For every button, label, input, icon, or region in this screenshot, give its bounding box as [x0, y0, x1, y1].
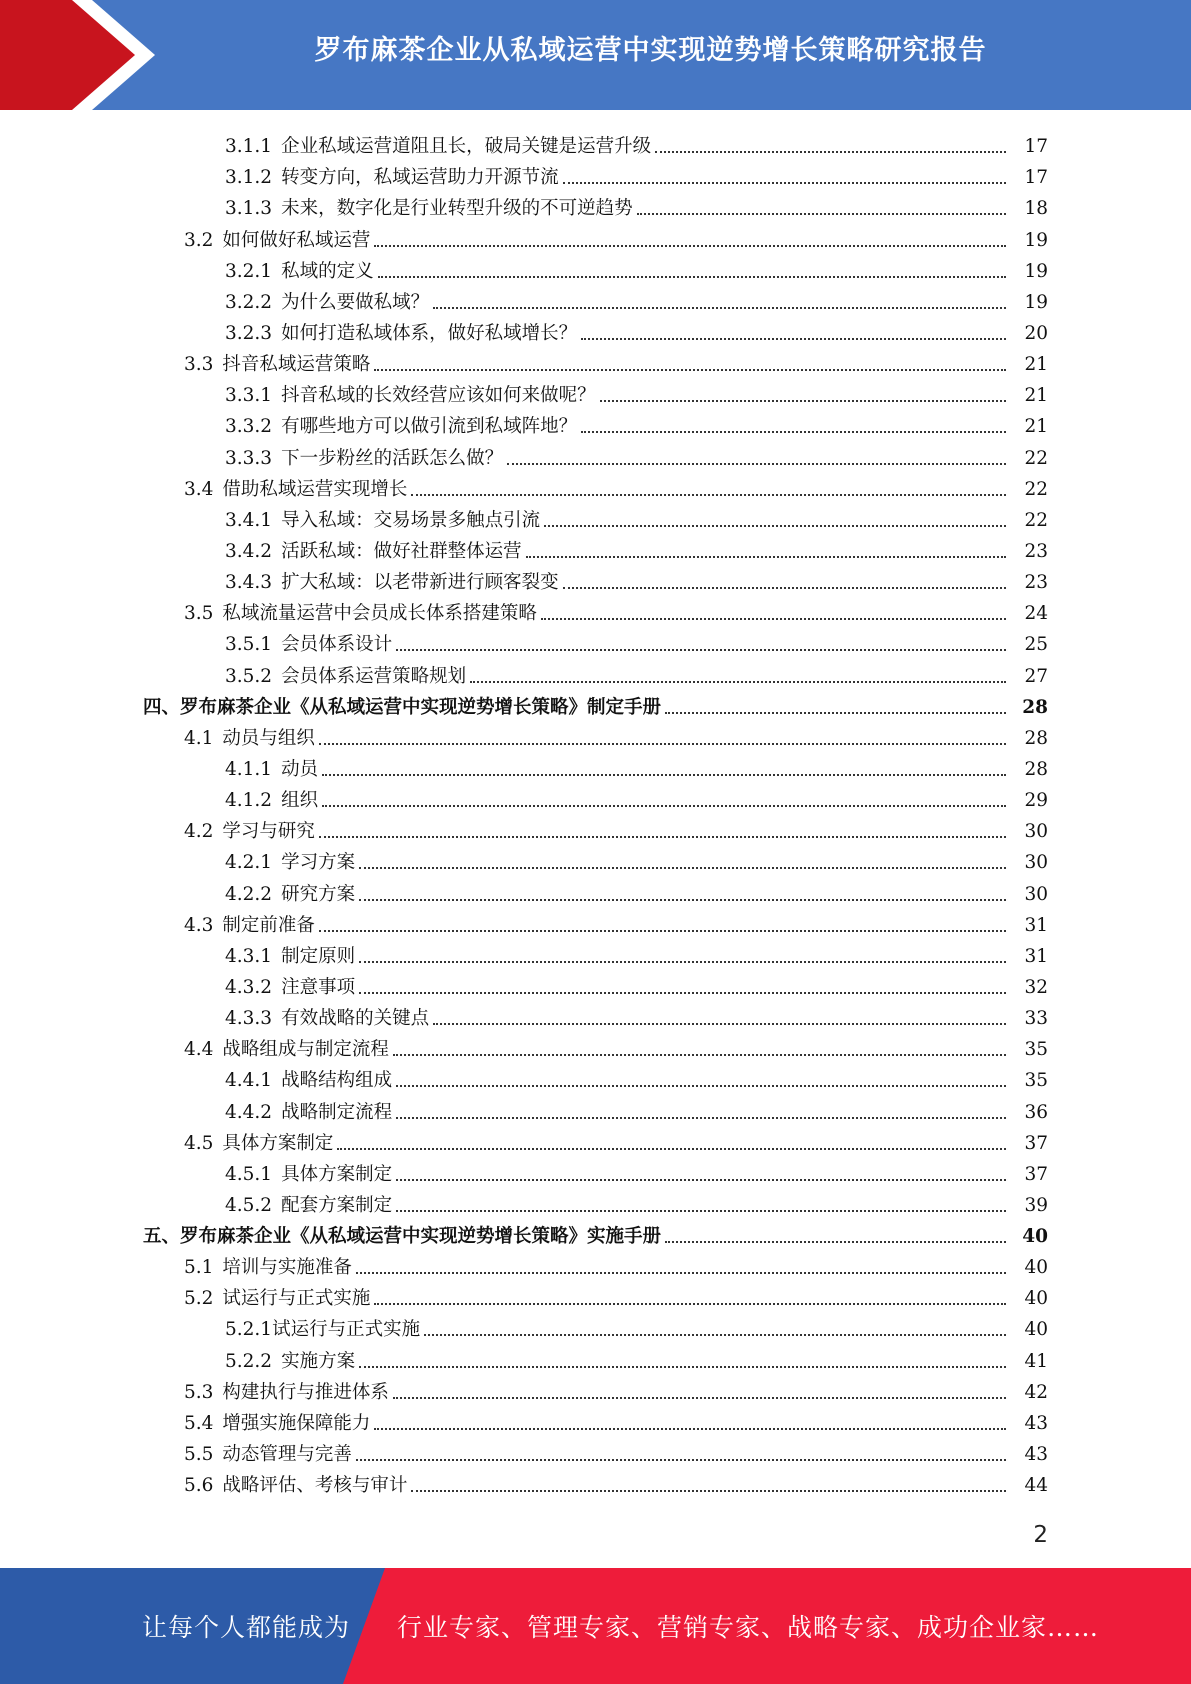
- toc-entry-page: 35: [1024, 1070, 1048, 1092]
- toc-entry[interactable]: [0, 252, 1191, 283]
- toc-entry-page: 37: [1024, 1132, 1048, 1154]
- toc-entry[interactable]: [0, 345, 1191, 376]
- toc-dot-leader: [433, 1023, 1006, 1025]
- toc-entry-title: 构建执行与推进体系: [222, 1381, 389, 1403]
- toc-entry[interactable]: [0, 999, 1191, 1030]
- toc-entry-title: 战略组成与制定流程: [222, 1039, 389, 1061]
- toc-dot-leader: [665, 712, 1006, 714]
- toc-entry-title: 实施方案: [281, 1350, 356, 1372]
- toc-dot-leader: [581, 338, 1006, 340]
- toc-entry-title: 学习方案: [281, 852, 356, 874]
- toc-dot-leader: [374, 245, 1006, 247]
- toc-entry-page: 31: [1024, 914, 1048, 936]
- toc-dot-leader: [359, 899, 1006, 901]
- toc-entry-number: 5.2: [184, 1288, 214, 1310]
- toc-entry[interactable]: [0, 1217, 1191, 1248]
- toc-entry[interactable]: [0, 376, 1191, 407]
- toc-entry-page: 41: [1024, 1350, 1048, 1372]
- toc-entry-number: 3.4.1: [225, 509, 273, 531]
- toc-entry[interactable]: [0, 1404, 1191, 1435]
- toc-entry-page: 30: [1024, 821, 1048, 843]
- toc-entry-number: 3.5.1: [225, 634, 273, 656]
- toc-entry-title: 培训与实施准备: [222, 1257, 352, 1279]
- toc-entry-line: [0, 479, 1191, 501]
- toc-entry[interactable]: [0, 314, 1191, 345]
- toc-entry-number: 3.4.2: [225, 540, 273, 562]
- toc-dot-leader: [581, 431, 1006, 433]
- toc-entry-line: [0, 759, 1191, 781]
- toc-entry-title: 罗布麻茶企业《从私域运营中实现逆势增长策略》实施手册: [180, 1226, 662, 1248]
- toc-dot-leader: [396, 1210, 1006, 1212]
- toc-dot-leader: [470, 681, 1006, 683]
- toc-entry[interactable]: [0, 968, 1191, 999]
- toc-entry-line: [0, 697, 1191, 719]
- toc-entry-number: 3.2.1: [225, 260, 273, 282]
- toc-entry-title: 会员体系设计: [281, 634, 393, 656]
- toc-entry[interactable]: [0, 1310, 1191, 1341]
- toc-entry-title: 战略制定流程: [281, 1101, 393, 1123]
- toc-entry-page: 22: [1024, 509, 1048, 531]
- toc-entry-line: [0, 1475, 1191, 1497]
- toc-entry-page: 23: [1024, 572, 1048, 594]
- toc-entry-page: 19: [1024, 291, 1048, 313]
- toc-entry-title: 制定前准备: [222, 914, 315, 936]
- toc-entry-title: 抖音私域运营策略: [222, 354, 371, 376]
- toc-entry[interactable]: [0, 781, 1191, 812]
- toc-entry-title: 下一步粉丝的活跃怎么做？: [281, 447, 504, 469]
- toc-entry-number: 5.2.2: [225, 1350, 273, 1372]
- toc-dot-leader: [424, 1334, 1006, 1336]
- toc-entry[interactable]: [0, 1279, 1191, 1310]
- toc-dot-leader: [378, 276, 1006, 278]
- toc-entry-number: 四、: [143, 696, 181, 718]
- toc-entry-number: 4.3.1: [225, 945, 273, 967]
- toc-entry-line: [0, 852, 1191, 874]
- toc-entry-page: 24: [1024, 603, 1048, 625]
- toc-dot-leader: [507, 463, 1006, 465]
- toc-entry[interactable]: [0, 220, 1191, 251]
- toc-dot-leader: [319, 930, 1006, 932]
- toc-entry-page: 17: [1024, 136, 1048, 158]
- toc-entry[interactable]: [0, 127, 1191, 158]
- toc-dot-leader: [433, 307, 1006, 309]
- toc-entry-number: 3.4: [184, 478, 214, 500]
- toc-entry-line: [0, 915, 1191, 937]
- footer-slogan-left: 让每个人都能成为: [142, 1613, 351, 1642]
- toc-entry-title: 私域的定义: [281, 260, 374, 282]
- toc-entry-line: [0, 1133, 1191, 1155]
- footer-slogan-right: 行业专家、管理专家、营销专家、战略专家、成功企业家……: [397, 1613, 1100, 1642]
- toc-entry-line: [0, 510, 1191, 532]
- toc-entry-line: [0, 136, 1191, 158]
- toc-entry-line: [0, 666, 1191, 688]
- toc-entry-line: [0, 572, 1191, 594]
- toc-entry[interactable]: [0, 438, 1191, 469]
- toc-dot-leader: [411, 1490, 1006, 1492]
- toc-entry-page: 21: [1024, 385, 1048, 407]
- toc-entry-number: 3.2.2: [225, 291, 273, 313]
- toc-entry-number: 五、: [143, 1226, 181, 1248]
- toc-entry[interactable]: [0, 656, 1191, 687]
- toc-entry-line: [0, 261, 1191, 283]
- toc-dot-leader: [374, 369, 1006, 371]
- toc-entry[interactable]: [0, 563, 1191, 594]
- toc-entry-line: [0, 634, 1191, 656]
- toc-entry-page: 30: [1024, 883, 1048, 905]
- toc-dot-leader: [544, 525, 1006, 527]
- toc-dot-leader: [655, 151, 1006, 153]
- toc-entry-page: 40: [1024, 1288, 1048, 1310]
- toc-entry-line: [0, 1351, 1191, 1373]
- toc-entry-number: 4.3.3: [225, 1008, 273, 1030]
- toc-entry-number: 5.1: [184, 1257, 214, 1279]
- toc-entry-number: 4.1: [184, 727, 214, 749]
- toc-dot-leader: [319, 743, 1006, 745]
- toc-entry[interactable]: [0, 189, 1191, 220]
- toc-entry-title: 具体方案制定: [222, 1132, 334, 1154]
- toc-dot-leader: [374, 1428, 1006, 1430]
- toc-entry-title: 有效战略的关键点: [281, 1008, 430, 1030]
- toc-entry-page: 43: [1024, 1412, 1048, 1434]
- toc-entry[interactable]: [0, 1061, 1191, 1092]
- toc-entry-page: 40: [1022, 1226, 1048, 1248]
- toc-entry-number: 3.5: [184, 603, 214, 625]
- toc-entry-number: 4.5.2: [225, 1194, 273, 1216]
- toc-entry-line: [0, 884, 1191, 906]
- toc-entry-title: 导入私域：交易场景多触点引流: [281, 509, 541, 531]
- toc-entry-title: 战略结构组成: [281, 1070, 393, 1092]
- page-footer: [0, 1568, 1191, 1684]
- toc-entry-line: [0, 1444, 1191, 1466]
- toc-entry[interactable]: [0, 874, 1191, 905]
- toc-entry[interactable]: [0, 1248, 1191, 1279]
- toc-entry-title: 未来，数字化是行业转型升级的不可逆趋势: [281, 198, 633, 220]
- toc-entry-page: 17: [1024, 167, 1048, 189]
- toc-entry[interactable]: [0, 470, 1191, 501]
- toc-dot-leader: [637, 213, 1006, 215]
- toc-entry-line: [0, 1319, 1191, 1341]
- toc-dot-leader: [359, 1366, 1006, 1368]
- toc-entry-line: [0, 1102, 1191, 1124]
- toc-entry-number: 4.2.1: [225, 852, 273, 874]
- toc-entry-number: 4.4: [184, 1039, 214, 1061]
- toc-dot-leader: [393, 1397, 1006, 1399]
- toc-entry[interactable]: [0, 532, 1191, 563]
- toc-entry[interactable]: [0, 906, 1191, 937]
- toc-entry-title: 动员: [281, 758, 319, 780]
- toc-entry-title: 试运行与正式实施: [272, 1319, 421, 1341]
- toc-entry-title: 研究方案: [281, 883, 356, 905]
- toc-dot-leader: [322, 774, 1006, 776]
- toc-entry-title: 有哪些地方可以做引流到私域阵地？: [281, 416, 578, 438]
- toc-dot-leader: [541, 618, 1006, 620]
- toc-entry-title: 企业私域运营道阻且长，破局关键是运营升级: [281, 136, 652, 158]
- toc-entry-line: [0, 1164, 1191, 1186]
- toc-entry-line: [0, 1195, 1191, 1217]
- toc-entry-number: 4.4.2: [225, 1101, 273, 1123]
- toc-entry-title: 私域流量运营中会员成长体系搭建策略: [222, 603, 537, 625]
- toc-entry[interactable]: [0, 594, 1191, 625]
- toc-entry-number: 4.3: [184, 914, 214, 936]
- toc-entry-title: 组织: [281, 790, 319, 812]
- toc-entry-page: 18: [1024, 198, 1048, 220]
- toc-entry-page: 39: [1024, 1194, 1048, 1216]
- toc-entry[interactable]: [0, 688, 1191, 719]
- toc-entry[interactable]: [0, 1373, 1191, 1404]
- toc-entry-page: 35: [1024, 1039, 1048, 1061]
- toc-entry-line: [0, 292, 1191, 314]
- toc-dot-leader: [396, 1085, 1006, 1087]
- toc-entry-line: [0, 230, 1191, 252]
- toc-dot-leader: [359, 961, 1006, 963]
- toc-entry[interactable]: [0, 283, 1191, 314]
- toc-dot-leader: [337, 1148, 1006, 1150]
- toc-dot-leader: [600, 400, 1006, 402]
- toc-dot-leader: [396, 1117, 1006, 1119]
- toc-entry[interactable]: [0, 937, 1191, 968]
- toc-entry[interactable]: [0, 1092, 1191, 1123]
- toc-dot-leader: [665, 1241, 1006, 1243]
- toc-entry[interactable]: [0, 719, 1191, 750]
- toc-entry-line: [0, 1288, 1191, 1310]
- toc-entry-number: 5.6: [184, 1475, 214, 1497]
- toc-entry-page: 37: [1024, 1163, 1048, 1185]
- toc-entry-page: 30: [1024, 852, 1048, 874]
- toc-entry-page: 28: [1024, 758, 1048, 780]
- toc-entry-title: 增强实施保障能力: [222, 1412, 371, 1434]
- toc-entry-page: 44: [1024, 1475, 1048, 1497]
- toc-entry[interactable]: [0, 625, 1191, 656]
- toc-entry[interactable]: [0, 1466, 1191, 1497]
- toc-entry[interactable]: [0, 1030, 1191, 1061]
- toc-entry-number: 4.1.2: [225, 790, 273, 812]
- toc-entry-line: [0, 1257, 1191, 1279]
- toc-entry-title: 制定原则: [281, 945, 356, 967]
- toc-entry-title: 活跃私域：做好社群整体运营: [281, 540, 522, 562]
- toc-entry-page: 22: [1024, 478, 1048, 500]
- page-header: [0, 0, 1191, 110]
- toc-dot-leader: [396, 649, 1006, 651]
- toc-entry-page: 43: [1024, 1444, 1048, 1466]
- toc-entry-number: 3.2: [184, 229, 214, 251]
- toc-entry[interactable]: [0, 843, 1191, 874]
- toc-entry[interactable]: [0, 1186, 1191, 1217]
- toc-entry-line: [0, 821, 1191, 843]
- toc-entry-line: [0, 198, 1191, 220]
- toc-dot-leader: [359, 992, 1006, 994]
- toc-entry-page: 29: [1024, 790, 1048, 812]
- toc-entry-number: 4.4.1: [225, 1070, 273, 1092]
- toc-dot-leader: [563, 182, 1006, 184]
- toc-entry-page: 40: [1024, 1257, 1048, 1279]
- toc-entry[interactable]: [0, 1124, 1191, 1155]
- toc-entry-line: [0, 167, 1191, 189]
- toc-entry-page: 31: [1024, 945, 1048, 967]
- toc-entry-number: 3.3.2: [225, 416, 273, 438]
- toc-entry-number: 5.2.1: [225, 1319, 273, 1341]
- toc-entry-line: [0, 448, 1191, 470]
- toc-entry-page: 42: [1024, 1381, 1048, 1403]
- toc-entry-number: 3.1.2: [225, 167, 273, 189]
- page-number: 2: [1033, 1522, 1048, 1548]
- toc-entry-line: [0, 603, 1191, 625]
- toc-entry-line: [0, 1008, 1191, 1030]
- toc-entry-title: 具体方案制定: [281, 1163, 393, 1185]
- toc-entry-number: 3.3: [184, 354, 214, 376]
- toc-dot-leader: [393, 1054, 1006, 1056]
- toc-entry-page: 36: [1024, 1101, 1048, 1123]
- toc-entry-page: 25: [1024, 634, 1048, 656]
- toc-dot-leader: [356, 1272, 1006, 1274]
- toc-entry-page: 22: [1024, 447, 1048, 469]
- toc-entry-title: 动员与组织: [222, 727, 315, 749]
- toc-entry-line: [0, 385, 1191, 407]
- toc-entry-number: 5.3: [184, 1381, 214, 1403]
- toc-entry-number: 5.5: [184, 1444, 214, 1466]
- toc-dot-leader: [319, 836, 1006, 838]
- toc-entry-title: 抖音私域的长效经营应该如何来做呢？: [281, 385, 596, 407]
- toc-entry-line: [0, 416, 1191, 438]
- toc-entry[interactable]: [0, 501, 1191, 532]
- toc-dot-leader: [526, 556, 1006, 558]
- toc-entry-line: [0, 1070, 1191, 1092]
- toc-entry-number: 3.1.3: [225, 198, 273, 220]
- toc-entry-page: 33: [1024, 1008, 1048, 1030]
- toc-dot-leader: [356, 1459, 1006, 1461]
- toc-entry-page: 28: [1022, 696, 1048, 718]
- toc-entry[interactable]: [0, 407, 1191, 438]
- toc-entry-line: [0, 977, 1191, 999]
- toc-dot-leader: [411, 494, 1006, 496]
- toc-entry-page: 32: [1024, 976, 1048, 998]
- toc-entry-line: [0, 946, 1191, 968]
- toc-entry-title: 试运行与正式实施: [222, 1288, 371, 1310]
- toc-entry-number: 4.1.1: [225, 758, 273, 780]
- toc-entry[interactable]: [0, 1341, 1191, 1372]
- toc-entry-line: [0, 1413, 1191, 1435]
- toc-entry-page: 19: [1024, 260, 1048, 282]
- toc-dot-leader: [374, 1303, 1006, 1305]
- toc-entry-title: 动态管理与完善: [222, 1444, 352, 1466]
- toc-entry-page: 21: [1024, 354, 1048, 376]
- toc-entry-number: 3.3.3: [225, 447, 273, 469]
- toc-entry-line: [0, 1226, 1191, 1248]
- toc-entry-number: 3.4.3: [225, 572, 273, 594]
- toc-entry[interactable]: [0, 1435, 1191, 1466]
- toc-dot-leader: [359, 867, 1006, 869]
- toc-entry-number: 3.3.1: [225, 385, 273, 407]
- toc-entry-line: [0, 1382, 1191, 1404]
- toc-entry-line: [0, 323, 1191, 345]
- toc-entry-title: 罗布麻茶企业《从私域运营中实现逆势增长策略》制定手册: [180, 696, 662, 718]
- toc-entry[interactable]: [0, 158, 1191, 189]
- toc-entry-line: [0, 728, 1191, 750]
- toc-entry-page: 23: [1024, 540, 1048, 562]
- toc-entry-number: 3.1.1: [225, 136, 273, 158]
- toc-dot-leader: [396, 1179, 1006, 1181]
- toc-entry-page: 20: [1024, 322, 1048, 344]
- toc-entry-page: 19: [1024, 229, 1048, 251]
- toc-entry-line: [0, 1039, 1191, 1061]
- toc-entry-title: 如何打造私域体系，做好私域增长？: [281, 322, 578, 344]
- toc-entry-page: 28: [1024, 727, 1048, 749]
- report-title: 罗布麻茶企业从私域运营中实现逆势增长策略研究报告: [314, 35, 987, 66]
- toc-entry-title: 为什么要做私域？: [281, 291, 430, 313]
- toc-entry-page: 27: [1024, 665, 1048, 687]
- toc-entry-title: 如何做好私域运营: [222, 229, 371, 251]
- toc-entry-number: 5.4: [184, 1412, 214, 1434]
- toc-dot-leader: [322, 805, 1006, 807]
- toc-entry[interactable]: [0, 750, 1191, 781]
- toc-entry-number: 4.2.2: [225, 883, 273, 905]
- toc-entry-title: 注意事项: [281, 976, 356, 998]
- toc-entry-number: 3.2.3: [225, 322, 273, 344]
- toc-entry-title: 配套方案制定: [281, 1194, 393, 1216]
- toc-entry-page: 21: [1024, 416, 1048, 438]
- toc-entry-line: [0, 541, 1191, 563]
- table-of-contents: [0, 127, 1191, 1497]
- toc-entry-title: 会员体系运营策略规划: [281, 665, 467, 687]
- header-chevron-arrow: [0, 0, 145, 110]
- toc-entry-number: 4.3.2: [225, 976, 273, 998]
- toc-entry-title: 战略评估、考核与审计: [222, 1475, 408, 1497]
- toc-entry[interactable]: [0, 1155, 1191, 1186]
- toc-entry-number: 4.5.1: [225, 1163, 273, 1185]
- toc-entry-page: 40: [1024, 1319, 1048, 1341]
- toc-entry-title: 学习与研究: [222, 821, 315, 843]
- toc-entry-number: 4.2: [184, 821, 214, 843]
- toc-entry-number: 4.5: [184, 1132, 214, 1154]
- toc-entry[interactable]: [0, 812, 1191, 843]
- toc-entry-number: 3.5.2: [225, 665, 273, 687]
- toc-entry-line: [0, 354, 1191, 376]
- toc-entry-title: 扩大私域：以老带新进行顾客裂变: [281, 572, 559, 594]
- toc-entry-line: [0, 790, 1191, 812]
- toc-entry-title: 转变方向，私域运营助力开源节流: [281, 167, 559, 189]
- toc-entry-title: 借助私域运营实现增长: [222, 478, 408, 500]
- toc-dot-leader: [563, 587, 1006, 589]
